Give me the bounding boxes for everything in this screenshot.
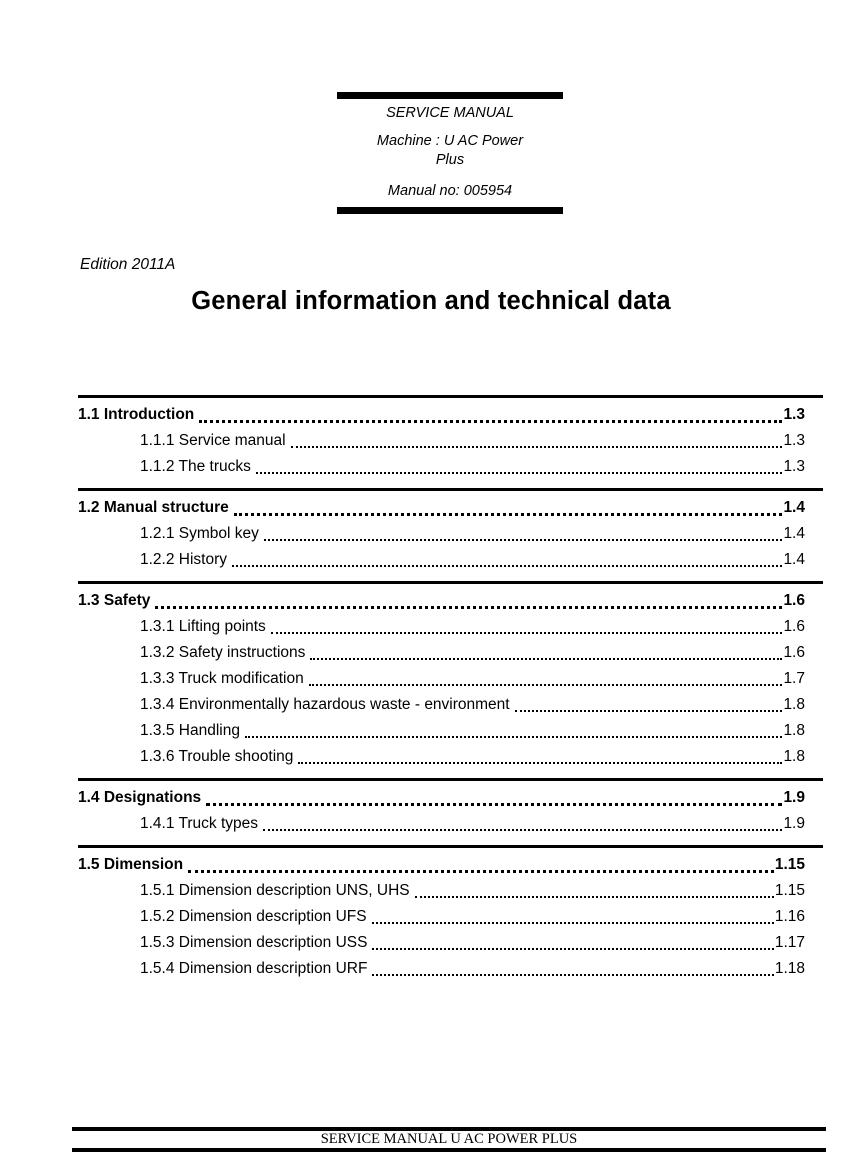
header-top-bar bbox=[337, 92, 563, 99]
toc-section-label: 1.3 Safety bbox=[78, 592, 151, 609]
header-machine-label bbox=[337, 132, 563, 170]
dot-leader bbox=[415, 878, 774, 898]
dot-leader bbox=[188, 852, 774, 873]
toc-item-row bbox=[78, 666, 823, 692]
toc-item-label: 1.1.2 The trucks bbox=[140, 458, 251, 475]
toc-item-label: 1.3.6 Trouble shooting bbox=[140, 748, 294, 765]
toc-item-label: 1.3.1 Lifting points bbox=[140, 618, 266, 635]
toc-item-row bbox=[78, 718, 823, 744]
toc-section-page: 1.9 bbox=[783, 789, 805, 806]
toc-item-label: 1.3.5 Handling bbox=[140, 722, 240, 739]
dot-leader bbox=[515, 692, 783, 712]
header-machine-line2: Plus bbox=[435, 152, 465, 168]
toc-item-page: 1.6 bbox=[783, 644, 805, 661]
toc-item-page: 1.15 bbox=[774, 882, 805, 899]
footer-text: SERVICE MANUAL U AC POWER PLUS bbox=[320, 1131, 578, 1147]
toc-section-row bbox=[78, 588, 823, 614]
toc-item-label: 1.4.1 Truck types bbox=[140, 815, 259, 832]
toc-item-page: 1.4 bbox=[783, 551, 805, 568]
toc-section-label: 1.4 Designations bbox=[78, 789, 202, 806]
toc-item-label: 1.1.1 Service manual bbox=[140, 432, 286, 449]
header-manual-no-label: Manual no: 005954 bbox=[387, 183, 513, 199]
dot-leader bbox=[271, 614, 783, 634]
toc-group-designations bbox=[78, 778, 823, 845]
toc-section-label: 1.5 Dimension bbox=[78, 856, 184, 873]
toc-item-page: 1.7 bbox=[783, 670, 805, 687]
toc-item-row bbox=[78, 744, 823, 770]
toc-item-row bbox=[78, 428, 823, 454]
toc-section-row bbox=[78, 852, 823, 878]
toc-item-page: 1.16 bbox=[774, 908, 805, 925]
toc-item-label: 1.2.1 Symbol key bbox=[140, 525, 259, 542]
toc-section-page: 1.6 bbox=[783, 592, 805, 609]
toc-item-row bbox=[78, 878, 823, 904]
toc-item-label: 1.3.2 Safety instructions bbox=[140, 644, 306, 661]
toc-item-page: 1.6 bbox=[783, 618, 805, 635]
edition-label: Edition 2011A bbox=[80, 256, 176, 273]
dot-leader bbox=[372, 904, 774, 924]
toc-item-row bbox=[78, 811, 823, 837]
toc-section-page: 1.3 bbox=[783, 406, 805, 423]
toc-section-row bbox=[78, 495, 823, 521]
dot-leader bbox=[372, 956, 773, 976]
page-footer bbox=[72, 1127, 826, 1152]
toc-item-page: 1.8 bbox=[783, 696, 805, 713]
toc-item-row bbox=[78, 614, 823, 640]
toc-group-manual-structure bbox=[78, 488, 823, 581]
dot-leader bbox=[155, 588, 782, 609]
toc-section-label: 1.2 Manual structure bbox=[78, 499, 229, 516]
toc-item-page: 1.8 bbox=[783, 748, 805, 765]
toc-group-safety bbox=[78, 581, 823, 778]
dot-leader bbox=[298, 744, 782, 764]
dot-leader bbox=[199, 402, 782, 423]
dot-leader bbox=[234, 495, 783, 516]
toc-section-row bbox=[78, 785, 823, 811]
dot-leader bbox=[264, 521, 783, 541]
toc-item-row bbox=[78, 692, 823, 718]
dot-leader bbox=[232, 547, 782, 567]
dot-leader bbox=[310, 640, 782, 660]
header-machine-line1: Machine : U AC Power bbox=[376, 133, 524, 149]
toc-item-label: 1.3.3 Truck modification bbox=[140, 670, 304, 687]
toc-section-page: 1.4 bbox=[783, 499, 805, 516]
toc-item-label: 1.2.2 History bbox=[140, 551, 228, 568]
dot-leader bbox=[309, 666, 783, 686]
table-of-contents bbox=[78, 395, 823, 990]
toc-item-row bbox=[78, 904, 823, 930]
dot-leader bbox=[206, 785, 782, 806]
manual-header-box bbox=[337, 92, 563, 214]
toc-item-row bbox=[78, 640, 823, 666]
toc-group-introduction bbox=[78, 395, 823, 488]
toc-item-row bbox=[78, 521, 823, 547]
header-bottom-bar bbox=[337, 207, 563, 214]
dot-leader bbox=[256, 454, 783, 474]
toc-item-row bbox=[78, 547, 823, 573]
toc-section-page: 1.15 bbox=[774, 856, 805, 873]
toc-item-page: 1.18 bbox=[774, 960, 805, 977]
dot-leader bbox=[372, 930, 773, 950]
toc-section-row bbox=[78, 402, 823, 428]
toc-item-page: 1.8 bbox=[783, 722, 805, 739]
toc-item-label: 1.5.3 Dimension description USS bbox=[140, 934, 368, 951]
toc-item-page: 1.3 bbox=[783, 432, 805, 449]
toc-item-page: 1.17 bbox=[774, 934, 805, 951]
toc-item-label: 1.3.4 Environmentally hazardous waste - environment bbox=[140, 696, 510, 713]
toc-item-page: 1.3 bbox=[783, 458, 805, 475]
dot-leader bbox=[263, 811, 782, 831]
toc-item-page: 1.9 bbox=[783, 815, 805, 832]
header-service-manual-label: SERVICE MANUAL bbox=[386, 105, 514, 121]
toc-item-page: 1.4 bbox=[783, 525, 805, 542]
toc-item-row bbox=[78, 956, 823, 982]
toc-item-label: 1.5.4 Dimension description URF bbox=[140, 960, 368, 977]
toc-item-label: 1.5.2 Dimension description UFS bbox=[140, 908, 367, 925]
page-title: General information and technical data bbox=[191, 287, 671, 315]
toc-item-row bbox=[78, 454, 823, 480]
toc-group-dimension bbox=[78, 845, 823, 990]
toc-section-label: 1.1 Introduction bbox=[78, 406, 195, 423]
toc-item-row bbox=[78, 930, 823, 956]
toc-item-label: 1.5.1 Dimension description UNS, UHS bbox=[140, 882, 410, 899]
dot-leader bbox=[245, 718, 782, 738]
dot-leader bbox=[291, 428, 783, 448]
